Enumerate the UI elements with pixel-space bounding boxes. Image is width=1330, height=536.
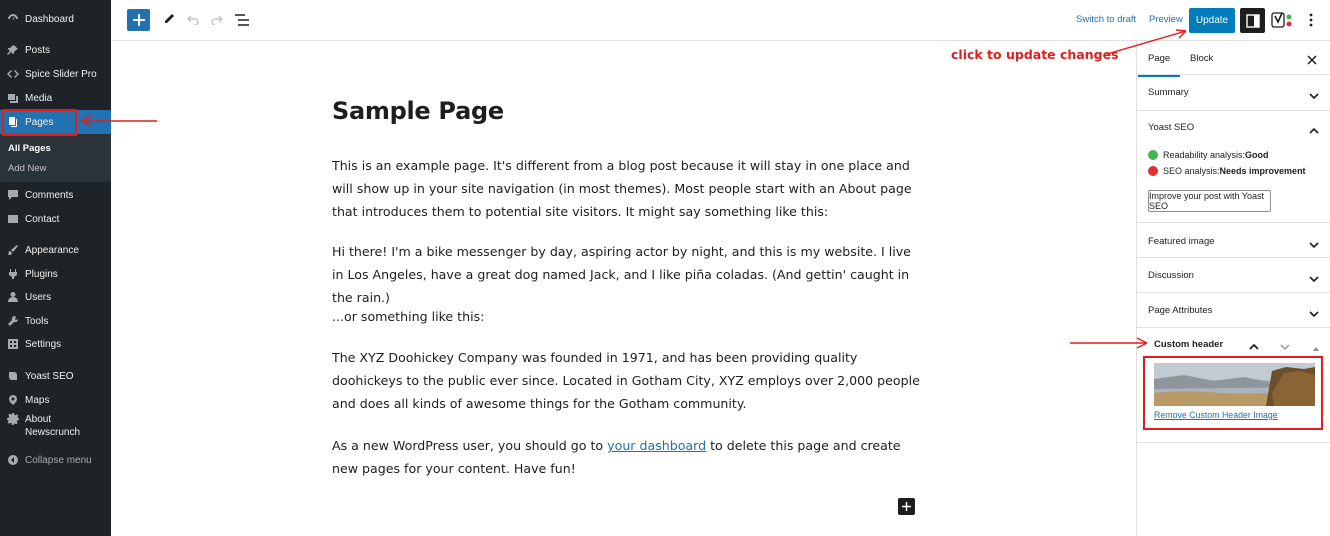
sidebar-label: Contact — [25, 213, 60, 225]
remove-header-image-link[interactable]: Remove Custom Header Image — [1154, 410, 1278, 420]
panel-title: Discussion — [1148, 270, 1194, 281]
seo-label: SEO analysis: — [1163, 166, 1220, 176]
arrow-to-custom-header — [1070, 338, 1147, 348]
panel-title: Summary — [1148, 87, 1189, 98]
sidebar-label: About — [25, 413, 52, 425]
tab-block[interactable]: Block — [1190, 53, 1214, 64]
panel-title: Featured image — [1148, 236, 1215, 247]
panel-title[interactable]: Yoast SEO — [1148, 122, 1195, 133]
paragraph-text: to delete this page and create new pages for your content. Have fun! — [332, 438, 901, 476]
panel-title: Page Attributes — [1148, 305, 1213, 316]
paragraph-text: As a new WordPress user, you should go to — [332, 438, 608, 453]
arrow-to-pages — [81, 116, 157, 126]
arrow-to-update — [1107, 30, 1186, 54]
sidebar-label: Users — [25, 291, 52, 303]
preview-button[interactable]: Preview — [1149, 14, 1183, 25]
readability-value: Good — [1245, 150, 1269, 160]
sidebar-label: Dashboard — [25, 13, 74, 25]
sidebar-label: Newscrunch — [25, 426, 81, 438]
switch-to-draft-button[interactable]: Switch to draft — [1076, 14, 1137, 25]
paragraph-block[interactable]: Hi there! I'm a bike messenger by day, aspiring actor by night, and this is my website. I live in Los Angeles, have a great dog named Jack, and I like piña coladas. (And gettin' caught in the rain.) — [332, 244, 911, 305]
sidebar-label: Tools — [25, 315, 49, 327]
sidebar-label: Plugins — [25, 268, 58, 280]
update-annotation-note: click to update changes — [951, 47, 1119, 62]
sidebar-label: Maps — [25, 394, 50, 406]
submenu-add-new[interactable]: Add New — [8, 163, 47, 174]
seo-value: Needs improvement — [1219, 166, 1306, 176]
panel-title[interactable]: Custom header — [1154, 339, 1224, 350]
paragraph-block[interactable]: This is an example page. It's different from a blog post because it will stay in one place and will show up in your site navigation (in most themes). Most people start with an About page that introduces them to potential site visitors. It might say something like this: — [332, 158, 912, 219]
sidebar-label: Yoast SEO — [25, 370, 74, 382]
readability-label: Readability analysis: — [1163, 150, 1246, 160]
tab-page[interactable]: Page — [1148, 53, 1171, 64]
paragraph-block[interactable]: ...or something like this: — [332, 309, 485, 324]
sidebar-label: Posts — [25, 44, 51, 56]
sidebar-label: Spice Slider Pro — [25, 68, 97, 80]
improve-post-button[interactable]: Improve your post with Yoast SEO — [1148, 190, 1271, 212]
sidebar-label: Pages — [25, 116, 54, 128]
paragraph-block[interactable]: The XYZ Doohickey Company was founded in 1971, and has been providing quality doohickeys to the public ever since. Located in Gotham City, XYZ employs over 2,000 people and does all kinds of awesome things for the Gotham community. — [332, 350, 920, 411]
sidebar-label: Media — [25, 92, 53, 104]
update-button[interactable]: Update — [1189, 8, 1235, 33]
submenu-all-pages[interactable]: All Pages — [8, 143, 51, 154]
page-title[interactable]: Sample Page — [332, 97, 504, 125]
sidebar-label: Comments — [25, 189, 74, 201]
sidebar-label: Collapse menu — [25, 454, 92, 466]
sidebar-label: Appearance — [25, 244, 79, 256]
sidebar-label: Settings — [25, 338, 62, 350]
dashboard-link[interactable]: your dashboard — [607, 438, 707, 453]
